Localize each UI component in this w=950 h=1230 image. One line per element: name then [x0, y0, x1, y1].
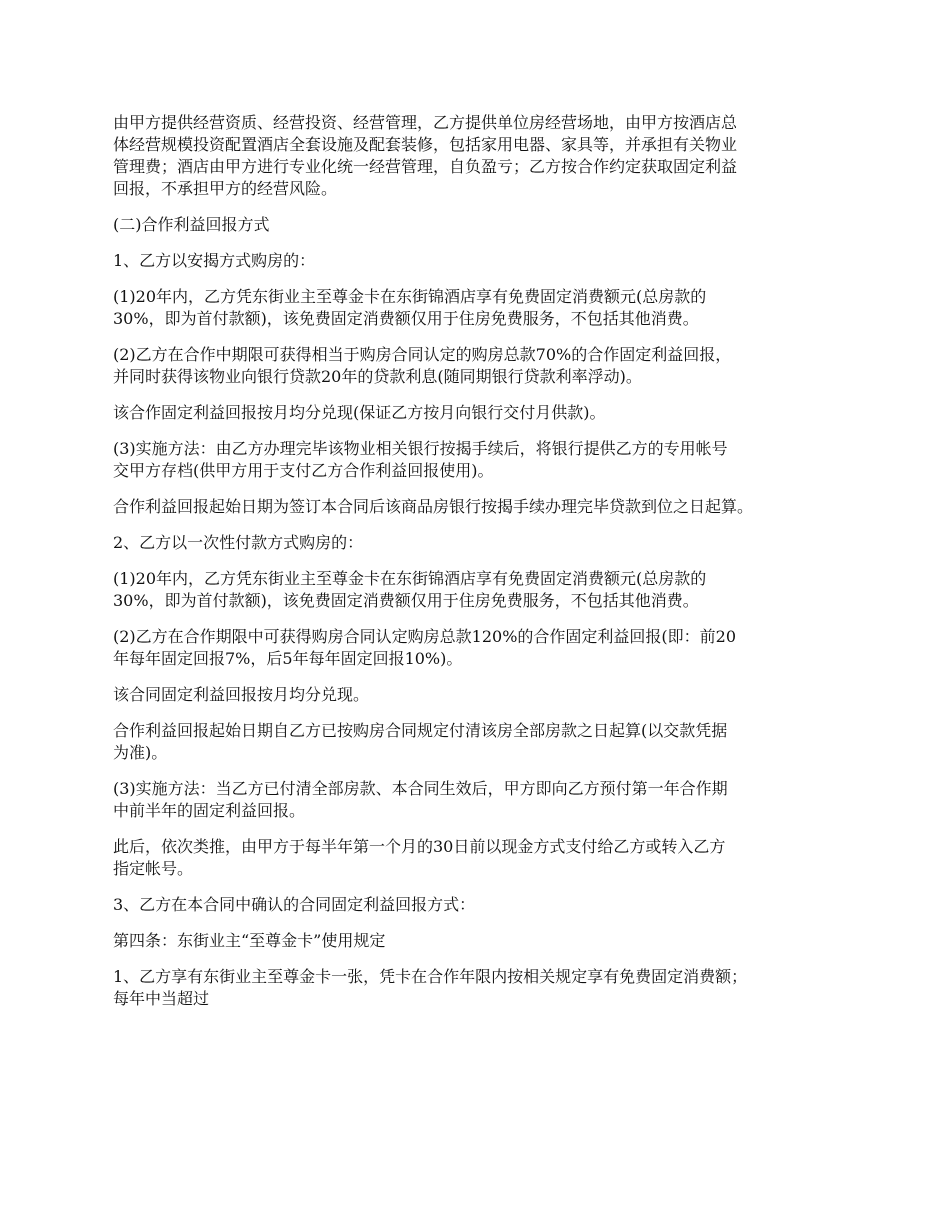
- paragraph-3: 1、乙方以安揭方式购房的：: [113, 251, 316, 270]
- paragraph-18: 1、乙方享有东街业主至尊金卡一张，凭卡在合作年限内按相关规定享有免费固定消费额； 每年中当超过: [113, 967, 748, 1008]
- paragraph-5: (2)乙方在合作中期限可获得相当于购房合同认定的购房总款70%的合作固定利益回报， 并同时获得该物业向银行贷款20年的贷款利息(随同期银行贷款利率浮动)。: [113, 345, 732, 386]
- paragraph-7: (3)实施方法：由乙方办理完毕该物业相关银行按揭手续后，将银行提供乙方的专用帐号 交甲方存档(供甲方用于支付乙方合作利益回报使用)。: [113, 439, 728, 480]
- paragraph-10: (1)20年内，乙方凭东街业主至尊金卡在东街锦酒店享有免费固定消费额元(总房款的 30%，即为首付款额)，该免费固定消费额仅用于住房免费服务，不包括其他消费。: [113, 569, 707, 610]
- section-heading-profit-return: (二)合作利益回报方式: [113, 215, 270, 234]
- paragraph-9: 2、乙方以一次性付款方式购房的：: [113, 533, 364, 552]
- document-body: [113, 112, 853, 1024]
- article-4-heading: 第四条：东街业主“至尊金卡”使用规定: [113, 931, 386, 950]
- paragraph-11: (2)乙方在合作期限中可获得购房合同认定购房总款120%的合作固定利益回报(即：前20 年每年固定回报7%，后5年每年固定回报10%)。: [113, 627, 737, 668]
- paragraph-1: 由甲方提供经营资质、经营投资、经营管理，乙方提供单位房经营场地，由甲方按酒店总 体经营规模投资配置酒店全套设施及配套装修，包括家用电器、家具等，并承担有关物业 管理费；酒店由甲方进行专业化统一经营管理，自负盈亏；乙方按合作约定获取固定利益 回报，不承担甲方的经营风险。: [113, 113, 738, 198]
- paragraph-8: 合作利益回报起始日期为签订本合同后该商品房银行按揭手续办理完毕贷款到位之日起算。: [113, 497, 754, 516]
- paragraph-12: 该合同固定利益回报按月均分兑现。: [113, 685, 370, 704]
- paragraph-6: 该合作固定利益回报按月均分兑现(保证乙方按月向银行交付月供款)。: [113, 403, 606, 422]
- paragraph-13: 合作利益回报起始日期自乙方已按购房合同规定付清该房全部房款之日起算(以交款凭据 为准)。: [113, 721, 728, 762]
- paragraph-15: 此后，依次类推，由甲方于每半年第一个月的30日前以现金方式支付给乙方或转入乙方 指定帐号。: [113, 837, 726, 878]
- paragraph-14: (3)实施方法：当乙方已付清全部房款、本合同生效后，甲方即向乙方预付第一年合作期 中前半年的固定利益回报。: [113, 779, 728, 820]
- paragraph-4: (1)20年内，乙方凭东街业主至尊金卡在东街锦酒店享有免费固定消费额元(总房款的 30%，即为首付款额)，该免费固定消费额仅用于住房免费服务，不包括其他消费。: [113, 287, 707, 328]
- paragraph-16: 3、乙方在本合同中确认的合同固定利益回报方式：: [113, 895, 476, 914]
